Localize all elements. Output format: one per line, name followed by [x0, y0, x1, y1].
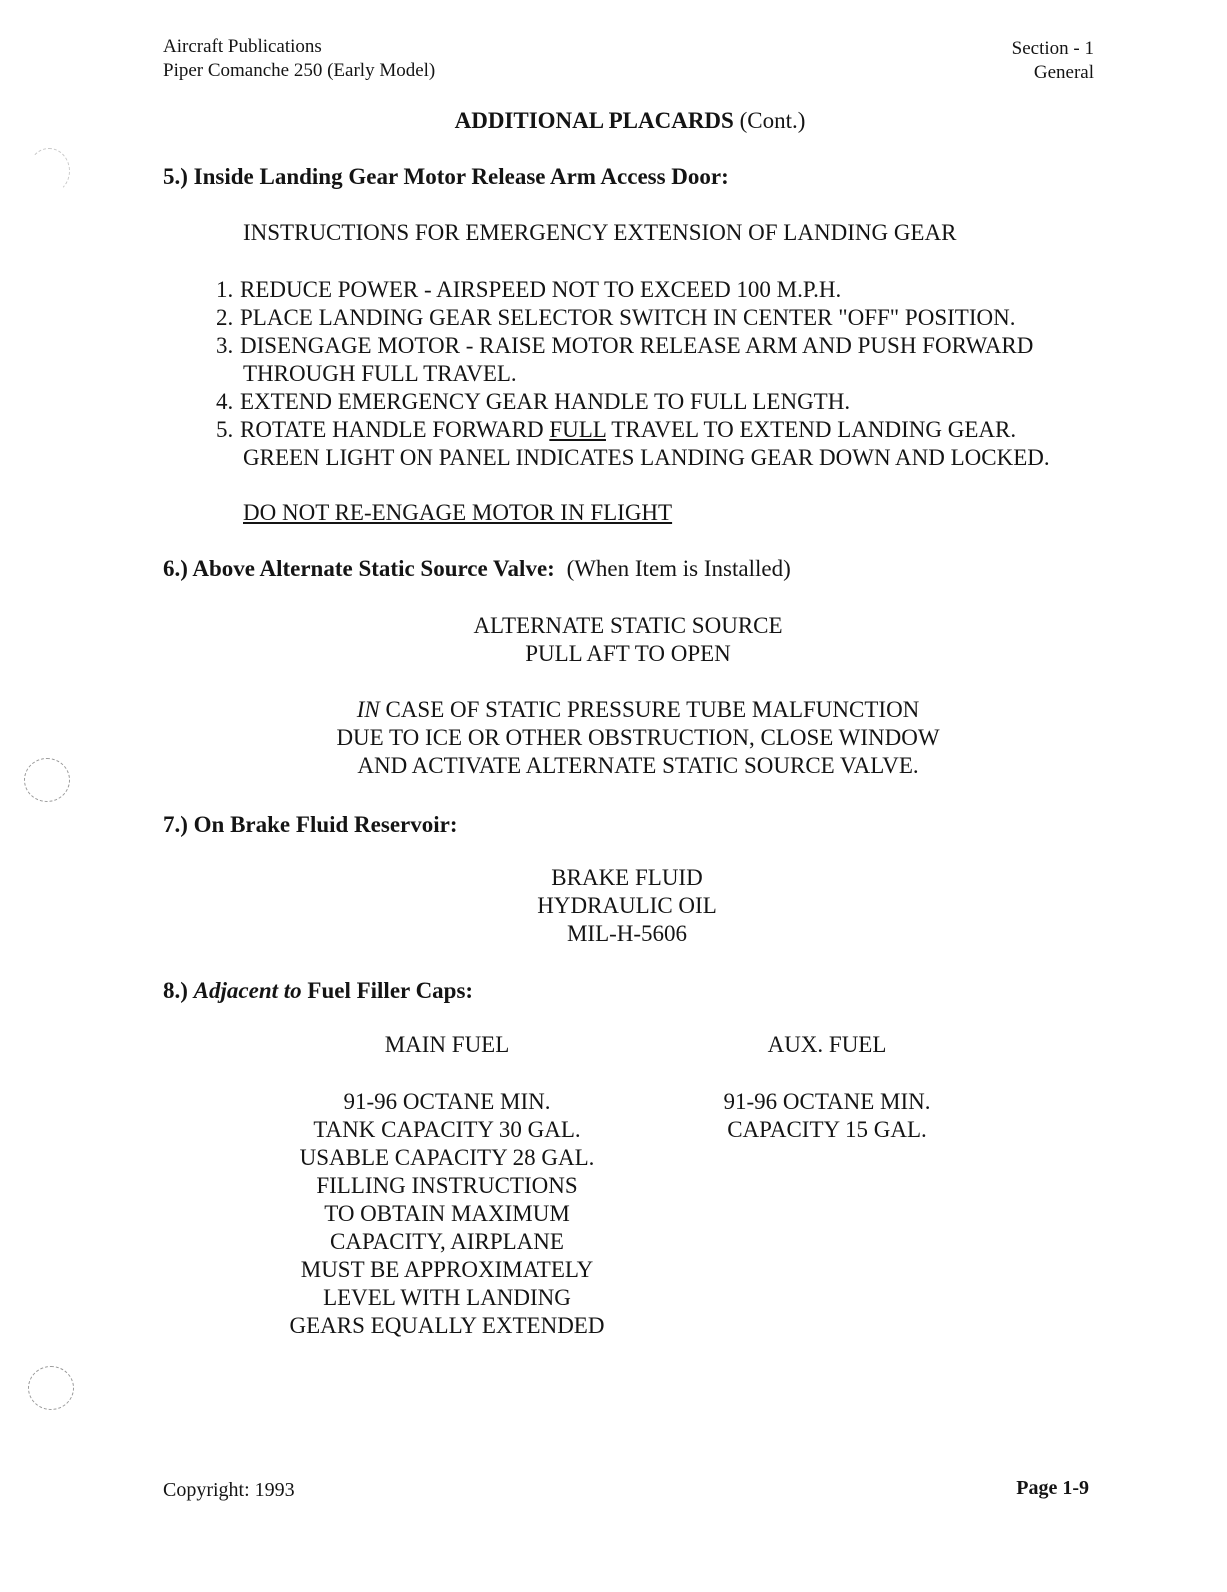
step-3-number: 3.: [216, 333, 234, 358]
static-malfunction-italic: IN: [356, 697, 380, 722]
step-3-continued: THROUGH FULL TRAVEL.: [243, 361, 517, 386]
brake-fluid-line-2: HYDRAULIC OIL: [537, 893, 717, 918]
emergency-placard-title: INSTRUCTIONS FOR EMERGENCY EXTENSION OF LANDING GEAR: [243, 220, 957, 245]
step-1-text: REDUCE POWER - AIRSPEED NOT TO EXCEED 100 M.P.H.: [240, 277, 842, 302]
section-5-heading: 5.) Inside Landing Gear Motor Release Arm Access Door:: [163, 164, 729, 189]
page-title: [0, 108, 1227, 134]
main-fuel-line: MUST BE APPROXIMATELY: [300, 1257, 594, 1282]
section-name: General: [1033, 62, 1094, 83]
punch-hole-top: [28, 148, 70, 194]
page-title-suffix: (Cont.): [739, 108, 806, 133]
section-8-heading-italic: Adjacent to: [193, 978, 302, 1003]
step-4-number: 4.: [216, 389, 234, 414]
step-2-text: PLACE LANDING GEAR SELECTOR SWITCH IN CENTER "OFF" POSITION.: [240, 305, 1016, 330]
step-5-number: 5.: [216, 417, 234, 442]
section-number: Section - 1: [1011, 38, 1094, 59]
section-6-heading-text: 6.) Above Alternate Static Source Valve:: [163, 556, 555, 581]
step-3-text: DISENGAGE MOTOR - RAISE MOTOR RELEASE ARM AND PUSH FORWARD: [240, 333, 1034, 358]
aircraft-model: Piper Comanche 250 (Early Model): [163, 60, 436, 81]
main-fuel-line: CAPACITY, AIRPLANE: [330, 1229, 564, 1254]
brake-fluid-placard: [477, 864, 777, 948]
page-title-main: ADDITIONAL PLACARDS: [454, 108, 734, 133]
step-5-continued: GREEN LIGHT ON PANEL INDICATES LANDING GEAR DOWN AND LOCKED.: [243, 445, 1050, 470]
section-7-heading: 7.) On Brake Fluid Reservoir:: [163, 812, 458, 837]
copyright: Copyright: 1993: [163, 1479, 295, 1501]
main-fuel-line: TO OBTAIN MAXIMUM: [324, 1201, 570, 1226]
aux-fuel-placard: [677, 1088, 977, 1144]
step-4-text: EXTEND EMERGENCY GEAR HANDLE TO FULL LENGTH.: [240, 389, 851, 414]
step-2-number: 2.: [216, 305, 234, 330]
main-fuel-line: GEARS EQUALLY EXTENDED: [289, 1313, 605, 1338]
main-fuel-line: FILLING INSTRUCTIONS: [316, 1173, 578, 1198]
step-2: [216, 304, 1015, 332]
static-source-placard: [328, 612, 928, 668]
step-1: [216, 276, 841, 304]
section-8-heading-rest: Fuel Filler Caps:: [307, 978, 474, 1003]
section-6-heading: [163, 556, 791, 582]
punch-hole-middle: [24, 758, 70, 802]
step-5-text-underlined: FULL: [549, 417, 606, 442]
section-8-number: 8.): [163, 978, 188, 1003]
main-fuel-line: TANK CAPACITY 30 GAL.: [313, 1117, 581, 1142]
step-5-text-pre: ROTATE HANDLE FORWARD: [240, 417, 550, 442]
motor-warning: DO NOT RE-ENGAGE MOTOR IN FLIGHT: [243, 500, 673, 525]
main-fuel-placard: [247, 1088, 647, 1340]
static-malfunction-line-2: DUE TO ICE OR OTHER OBSTRUCTION, CLOSE WINDOW: [336, 725, 940, 750]
step-5-text-post: TRAVEL TO EXTEND LANDING GEAR.: [605, 417, 1017, 442]
static-malfunction-placard: [278, 696, 998, 780]
section-6-note: (When Item is Installed): [566, 556, 791, 581]
main-fuel-line: 91-96 OCTANE MIN.: [343, 1089, 551, 1114]
publisher-name: Aircraft Publications: [163, 36, 322, 57]
page-number: Page 1-9: [1016, 1477, 1089, 1499]
static-source-line-2: PULL AFT TO OPEN: [525, 641, 731, 666]
punch-hole-bottom: [28, 1366, 74, 1410]
aux-fuel-title: AUX. FUEL: [767, 1032, 887, 1057]
brake-fluid-line-3: MIL-H-5606: [566, 921, 688, 946]
aux-fuel-line: 91-96 OCTANE MIN.: [723, 1089, 931, 1114]
static-source-line-1: ALTERNATE STATIC SOURCE: [473, 613, 783, 638]
section-8-heading: [163, 978, 473, 1004]
step-5: [216, 416, 1016, 444]
step-1-number: 1.: [216, 277, 234, 302]
main-fuel-line: LEVEL WITH LANDING: [323, 1285, 571, 1310]
aux-fuel-line: CAPACITY 15 GAL.: [727, 1117, 927, 1142]
main-fuel-title: MAIN FUEL: [384, 1032, 510, 1057]
static-malfunction-line-1: [278, 696, 998, 724]
main-fuel-line: USABLE CAPACITY 28 GAL.: [299, 1145, 595, 1170]
step-4: [216, 388, 850, 416]
static-malfunction-line-1-text: CASE OF STATIC PRESSURE TUBE MALFUNCTION: [379, 697, 920, 722]
static-malfunction-line-3: AND ACTIVATE ALTERNATE STATIC SOURCE VALVE.: [357, 753, 919, 778]
step-3: [216, 332, 1033, 360]
brake-fluid-line-1: BRAKE FLUID: [551, 865, 703, 890]
